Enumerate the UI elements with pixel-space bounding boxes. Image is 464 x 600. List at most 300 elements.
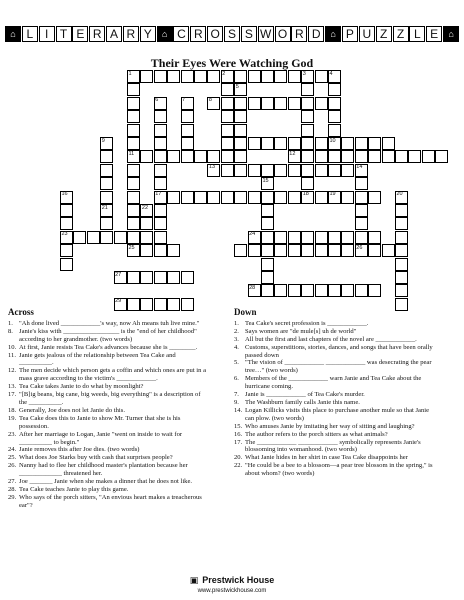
clue-text: Tea Cake does this to Janie to show Mr. Turner that she is his possession. <box>19 414 181 430</box>
grid-number: 2 <box>222 70 226 77</box>
answer-square[interactable] <box>288 231 301 244</box>
answer-square[interactable] <box>234 191 247 204</box>
answer-square[interactable] <box>154 244 167 257</box>
answer-square[interactable] <box>234 164 247 177</box>
answer-square[interactable] <box>100 177 113 190</box>
clue-text: "He could be a bee to a blossom—a pear tree blossom in the spring," is about whom? (two words) <box>245 462 433 478</box>
clue-text: Who amuses Janie by imitating her way of sitting and laughing? <box>245 422 415 430</box>
answer-square[interactable] <box>127 110 140 123</box>
banner-letter: R <box>291 26 307 42</box>
answer-square[interactable] <box>100 150 113 163</box>
grid-number: 27 <box>115 271 122 278</box>
answer-square[interactable] <box>274 137 287 150</box>
house-icon: ⌂ <box>325 26 341 42</box>
across-clue <box>8 446 208 454</box>
answer-square[interactable] <box>288 137 301 150</box>
across-heading: Across <box>8 307 34 317</box>
down-heading: Down <box>234 307 257 317</box>
answer-square[interactable] <box>328 150 341 163</box>
banner-letter: R <box>123 26 139 42</box>
clue-number: 17. <box>234 438 243 446</box>
grid-number: 20 <box>396 191 403 198</box>
answer-square[interactable] <box>100 231 113 244</box>
banner-letter: D <box>308 26 324 42</box>
banner-letter: Z <box>393 26 409 42</box>
prestwick-logo-icon: ▣ <box>189 575 199 585</box>
answer-square[interactable] <box>127 97 140 110</box>
grid-number: 5 <box>235 83 239 90</box>
banner-letter: R <box>89 26 105 42</box>
answer-square[interactable] <box>301 150 314 163</box>
grid-number: 25 <box>128 244 135 251</box>
banner-letter: S <box>241 26 257 42</box>
answer-square[interactable] <box>261 271 274 284</box>
clue-text: Customs, superstitions, stories, dances, and songs that have been orally passed down <box>245 343 433 359</box>
banner-letter: S <box>224 26 240 42</box>
answer-square[interactable] <box>274 191 287 204</box>
answer-square[interactable] <box>288 97 301 110</box>
answer-square[interactable] <box>154 150 167 163</box>
answer-square[interactable] <box>301 83 314 96</box>
clue-text: Who says of the porch sitters, "An envious heart makes a treacherous ear"? <box>19 493 202 509</box>
answer-square[interactable] <box>368 150 381 163</box>
answer-square[interactable] <box>355 177 368 190</box>
answer-square[interactable] <box>221 191 234 204</box>
answer-square[interactable] <box>261 284 274 297</box>
clue-text: Says women are "de mule[s] uh de world" <box>245 327 357 335</box>
answer-square[interactable] <box>274 284 287 297</box>
answer-square[interactable] <box>73 231 86 244</box>
answer-square[interactable] <box>181 124 194 137</box>
answer-square[interactable] <box>301 177 314 190</box>
answer-square[interactable] <box>355 204 368 217</box>
answer-square[interactable] <box>328 284 341 297</box>
clue-number: 2. <box>234 327 239 335</box>
banner-letter: L <box>22 26 38 42</box>
grid-number: 19 <box>329 191 336 198</box>
answer-square[interactable] <box>301 164 314 177</box>
answer-square[interactable] <box>194 191 207 204</box>
across-clue <box>8 494 208 510</box>
answer-square[interactable] <box>60 244 73 257</box>
answer-square[interactable] <box>127 191 140 204</box>
answer-square[interactable] <box>341 244 354 257</box>
answer-square[interactable] <box>248 97 261 110</box>
clue-text: Logan Killicks visits this place to purchase another mule so that Janie can plow. (two words) <box>245 406 430 422</box>
answer-square[interactable] <box>234 97 247 110</box>
clue-text: Members of the ____________ warn Janie and Tea Cake about the hurricane coming. <box>245 375 422 391</box>
answer-square[interactable] <box>234 137 247 150</box>
answer-square[interactable] <box>221 97 234 110</box>
answer-square[interactable] <box>341 284 354 297</box>
down-clue <box>234 407 434 423</box>
grid-number: 23 <box>61 231 68 238</box>
answer-square[interactable] <box>154 110 167 123</box>
answer-square[interactable] <box>395 271 408 284</box>
answer-square[interactable] <box>87 231 100 244</box>
clue-number: 1. <box>8 319 13 327</box>
answer-square[interactable] <box>368 284 381 297</box>
grid-number: 11 <box>128 150 135 157</box>
answer-square[interactable] <box>341 150 354 163</box>
across-clue <box>8 415 208 431</box>
clue-number: 23. <box>8 430 17 438</box>
answer-square[interactable] <box>315 97 328 110</box>
answer-square[interactable] <box>301 124 314 137</box>
answer-square[interactable] <box>221 137 234 150</box>
banner-letter: T <box>56 26 72 42</box>
clue-text: The Washburn family calls Janie this name. <box>245 398 360 406</box>
answer-square[interactable] <box>328 231 341 244</box>
banner-letter: W <box>258 26 274 42</box>
grid-number: 8 <box>208 97 212 104</box>
answer-square[interactable] <box>288 284 301 297</box>
across-clue <box>8 344 208 352</box>
answer-square[interactable] <box>261 70 274 83</box>
answer-square[interactable] <box>181 70 194 83</box>
publisher-brand: Prestwick House <box>202 575 275 585</box>
banner-letter: O <box>275 26 291 42</box>
answer-square[interactable] <box>368 231 381 244</box>
banner-letter: E <box>426 26 442 42</box>
answer-square[interactable] <box>127 124 140 137</box>
grid-number: 3 <box>302 70 306 77</box>
clue-text: Tea Cake teaches Janie to play this game. <box>19 485 129 493</box>
answer-square[interactable] <box>274 231 287 244</box>
answer-square[interactable] <box>355 217 368 230</box>
banner-letter: C <box>173 26 189 42</box>
answer-square[interactable] <box>274 244 287 257</box>
answer-square[interactable] <box>395 217 408 230</box>
answer-square[interactable] <box>154 271 167 284</box>
clue-number: 10. <box>8 343 17 351</box>
answer-square[interactable] <box>221 150 234 163</box>
answer-square[interactable] <box>328 164 341 177</box>
answer-square[interactable] <box>248 191 261 204</box>
clue-text: "The vision of ____________ ____________ was desecrating the pear tree…" (two words) <box>245 359 432 375</box>
banner-letter: P <box>342 26 358 42</box>
grid-number: 18 <box>302 191 309 198</box>
answer-square[interactable] <box>261 244 274 257</box>
answer-square[interactable] <box>274 70 287 83</box>
answer-square[interactable] <box>248 137 261 150</box>
answer-square[interactable] <box>127 137 140 150</box>
publisher-url: www.prestwickhouse.com <box>197 588 267 594</box>
answer-square[interactable] <box>301 110 314 123</box>
grid-number: 12 <box>289 150 296 157</box>
answer-square[interactable] <box>395 150 408 163</box>
answer-square[interactable] <box>368 137 381 150</box>
banner-letter: Y <box>140 26 156 42</box>
clue-number: 22. <box>234 462 243 470</box>
clue-number: 26. <box>8 462 17 470</box>
grid-number: 29 <box>115 298 122 305</box>
answer-square[interactable] <box>341 137 354 150</box>
clue-number: 5. <box>234 359 239 367</box>
answer-square[interactable] <box>315 70 328 83</box>
answer-square[interactable] <box>341 191 354 204</box>
down-clue <box>234 375 434 391</box>
answer-square[interactable] <box>221 124 234 137</box>
answer-square[interactable] <box>382 244 395 257</box>
answer-square[interactable] <box>315 231 328 244</box>
clue-number: 12. <box>8 367 17 375</box>
across-clue <box>8 320 208 328</box>
clue-number: 19. <box>8 414 17 422</box>
answer-square[interactable] <box>328 83 341 96</box>
answer-square[interactable] <box>221 83 234 96</box>
down-clue <box>234 431 434 439</box>
answer-square[interactable] <box>140 70 153 83</box>
answer-square[interactable] <box>234 244 247 257</box>
banner-letter: L <box>409 26 425 42</box>
grid-number: 15 <box>262 177 269 184</box>
answer-square[interactable] <box>127 164 140 177</box>
answer-square[interactable] <box>100 164 113 177</box>
down-clue <box>234 423 434 431</box>
answer-square[interactable] <box>127 83 140 96</box>
clue-number: 18. <box>8 406 17 414</box>
grid-number: 1 <box>128 70 132 77</box>
answer-square[interactable] <box>301 137 314 150</box>
answer-square[interactable] <box>328 244 341 257</box>
clue-number: 29. <box>8 493 17 501</box>
across-clue <box>8 462 208 478</box>
answer-square[interactable] <box>301 244 314 257</box>
clue-number: 13. <box>8 383 17 391</box>
answer-square[interactable] <box>100 191 113 204</box>
clue-text: The men decide which person gets a coffin and which ones are put in a mass grave according to the victim's ____________. <box>19 367 207 383</box>
answer-square[interactable] <box>395 258 408 271</box>
clue-number: 25. <box>8 454 17 462</box>
answer-square[interactable] <box>261 137 274 150</box>
answer-square[interactable] <box>261 191 274 204</box>
answer-square[interactable] <box>154 164 167 177</box>
answer-square[interactable] <box>154 124 167 137</box>
answer-square[interactable] <box>355 231 368 244</box>
down-clue <box>234 328 434 336</box>
across-clue <box>8 431 208 447</box>
answer-square[interactable] <box>261 217 274 230</box>
answer-square[interactable] <box>382 137 395 150</box>
across-clue <box>8 478 208 486</box>
banner-letter: O <box>207 26 223 42</box>
grid-number: 6 <box>155 97 159 104</box>
answer-square[interactable] <box>207 150 220 163</box>
clue-text: Janie removes this after Joe dies. (two words) <box>19 446 140 454</box>
answer-square[interactable] <box>315 137 328 150</box>
answer-square[interactable] <box>167 191 180 204</box>
answer-square[interactable] <box>328 124 341 137</box>
answer-square[interactable] <box>167 70 180 83</box>
answer-square[interactable] <box>181 110 194 123</box>
clue-text: After her marriage to Logan, Janie "went on inside to wait for __________ to begin." <box>19 430 183 446</box>
answer-square[interactable] <box>261 231 274 244</box>
answer-square[interactable] <box>127 231 140 244</box>
answer-square[interactable] <box>248 244 261 257</box>
answer-square[interactable] <box>315 284 328 297</box>
answer-square[interactable] <box>248 70 261 83</box>
answer-square[interactable] <box>140 231 153 244</box>
answer-square[interactable] <box>127 217 140 230</box>
answer-square[interactable] <box>288 164 301 177</box>
answer-square[interactable] <box>315 244 328 257</box>
clue-number: 27. <box>8 478 17 486</box>
banner-letter: A <box>106 26 122 42</box>
banner-letter: E <box>72 26 88 42</box>
answer-square[interactable] <box>154 70 167 83</box>
answer-square[interactable] <box>60 204 73 217</box>
answer-square[interactable] <box>395 204 408 217</box>
grid-number: 21 <box>101 204 108 211</box>
answer-square[interactable] <box>234 150 247 163</box>
answer-square[interactable] <box>328 97 341 110</box>
answer-square[interactable] <box>422 150 435 163</box>
answer-square[interactable] <box>167 150 180 163</box>
clue-number: 9. <box>234 398 239 406</box>
house-icon: ⌂ <box>157 26 173 42</box>
answer-square[interactable] <box>140 244 153 257</box>
answer-square[interactable] <box>274 164 287 177</box>
answer-square[interactable] <box>382 150 395 163</box>
answer-square[interactable] <box>315 164 328 177</box>
answer-square[interactable] <box>181 191 194 204</box>
answer-square[interactable] <box>248 164 261 177</box>
answer-square[interactable] <box>328 110 341 123</box>
answer-square[interactable] <box>167 244 180 257</box>
clue-number: 3. <box>234 335 239 343</box>
grid-number: 4 <box>329 70 333 77</box>
answer-square[interactable] <box>355 284 368 297</box>
down-clue <box>234 462 434 478</box>
down-clue <box>234 359 434 375</box>
answer-square[interactable] <box>435 150 448 163</box>
across-clue <box>8 486 208 494</box>
clue-text: Janie's kiss with _________________ is the "end of her childhood" according to her grandmother. (two words) <box>19 327 197 343</box>
answer-square[interactable] <box>234 124 247 137</box>
answer-square[interactable] <box>154 137 167 150</box>
answer-square[interactable] <box>301 231 314 244</box>
grid-number: 17 <box>155 191 162 198</box>
answer-square[interactable] <box>100 217 113 230</box>
grid-number: 10 <box>329 137 336 144</box>
answer-square[interactable] <box>355 191 368 204</box>
banner-letter: U <box>359 26 375 42</box>
answer-square[interactable] <box>140 217 153 230</box>
answer-square[interactable] <box>194 70 207 83</box>
answer-square[interactable] <box>261 258 274 271</box>
answer-square[interactable] <box>368 244 381 257</box>
answer-square[interactable] <box>154 177 167 190</box>
clue-text: Joe _______ Janie when she makes a dinner that he does not like. <box>19 478 193 486</box>
answer-square[interactable] <box>154 231 167 244</box>
clue-text: Tea Cake takes Janie to do what by moonlight? <box>19 383 144 391</box>
answer-square[interactable] <box>234 70 247 83</box>
answer-square[interactable] <box>274 97 287 110</box>
answer-square[interactable] <box>234 110 247 123</box>
answer-square[interactable] <box>288 70 301 83</box>
clue-number: 1. <box>234 319 239 327</box>
banner-letter: R <box>190 26 206 42</box>
puzzle-title: Their Eyes Were Watching God <box>150 56 314 70</box>
answer-square[interactable] <box>408 150 421 163</box>
clue-number: 15. <box>234 422 243 430</box>
answer-square[interactable] <box>301 284 314 297</box>
answer-square[interactable] <box>288 244 301 257</box>
across-clue <box>8 328 208 344</box>
grid-number: 13 <box>208 164 216 171</box>
across-clue <box>8 367 208 383</box>
answer-square[interactable] <box>207 191 220 204</box>
across-clue <box>8 352 208 368</box>
answer-square[interactable] <box>194 150 207 163</box>
answer-square[interactable] <box>355 150 368 163</box>
answer-square[interactable] <box>261 164 274 177</box>
down-clue <box>234 454 434 462</box>
answer-square[interactable] <box>261 204 274 217</box>
answer-square[interactable] <box>221 110 234 123</box>
answer-square[interactable] <box>140 271 153 284</box>
across-clue <box>8 454 208 462</box>
clue-text: Tea Cake's secret profession is ____________. <box>245 319 369 327</box>
answer-square[interactable] <box>341 164 354 177</box>
answer-square[interactable] <box>181 271 194 284</box>
answer-square[interactable] <box>301 97 314 110</box>
answer-square[interactable] <box>127 204 140 217</box>
down-clue <box>234 439 434 455</box>
answer-square[interactable] <box>221 164 234 177</box>
answer-square[interactable] <box>355 137 368 150</box>
house-icon: ⌂ <box>5 26 21 42</box>
answer-square[interactable] <box>368 191 381 204</box>
clue-text: At first, Janie resists Tea Cake's advances because she is ________. <box>19 343 198 351</box>
clue-text: What does Joe Starks buy with cash that surprises people? <box>19 454 173 462</box>
answer-square[interactable] <box>288 191 301 204</box>
answer-square[interactable] <box>127 271 140 284</box>
answer-square[interactable] <box>114 231 127 244</box>
answer-square[interactable] <box>167 271 180 284</box>
clue-text: Generally, Joe does not let Janie do this. <box>19 406 125 414</box>
answer-square[interactable] <box>181 150 194 163</box>
answer-square[interactable] <box>395 231 408 244</box>
answer-square[interactable] <box>315 191 328 204</box>
answer-square[interactable] <box>315 150 328 163</box>
across-clue <box>8 383 208 391</box>
answer-square[interactable] <box>127 177 140 190</box>
answer-square[interactable] <box>207 70 220 83</box>
answer-square[interactable] <box>60 258 73 271</box>
clue-number: 14. <box>234 406 243 414</box>
answer-square[interactable] <box>341 231 354 244</box>
clue-number: 28. <box>8 485 17 493</box>
down-clue <box>234 320 434 328</box>
clue-number: 8. <box>8 327 13 335</box>
answer-square[interactable] <box>395 244 408 257</box>
grid-number: 7 <box>182 97 186 104</box>
answer-square[interactable] <box>395 284 408 297</box>
answer-square[interactable] <box>261 97 274 110</box>
answer-square[interactable] <box>181 137 194 150</box>
clue-text: All but the first and last chapters of the novel are ____________. <box>245 335 417 343</box>
clue-text: Nanny had to flee her childhood master's plantation because her _____________ threatened her. <box>19 462 188 478</box>
answer-square[interactable] <box>154 204 167 217</box>
banner-letter: I <box>39 26 55 42</box>
grid-number: 26 <box>356 244 363 251</box>
answer-square[interactable] <box>154 217 167 230</box>
answer-square[interactable] <box>60 217 73 230</box>
down-clue <box>234 391 434 399</box>
answer-square[interactable] <box>140 150 153 163</box>
